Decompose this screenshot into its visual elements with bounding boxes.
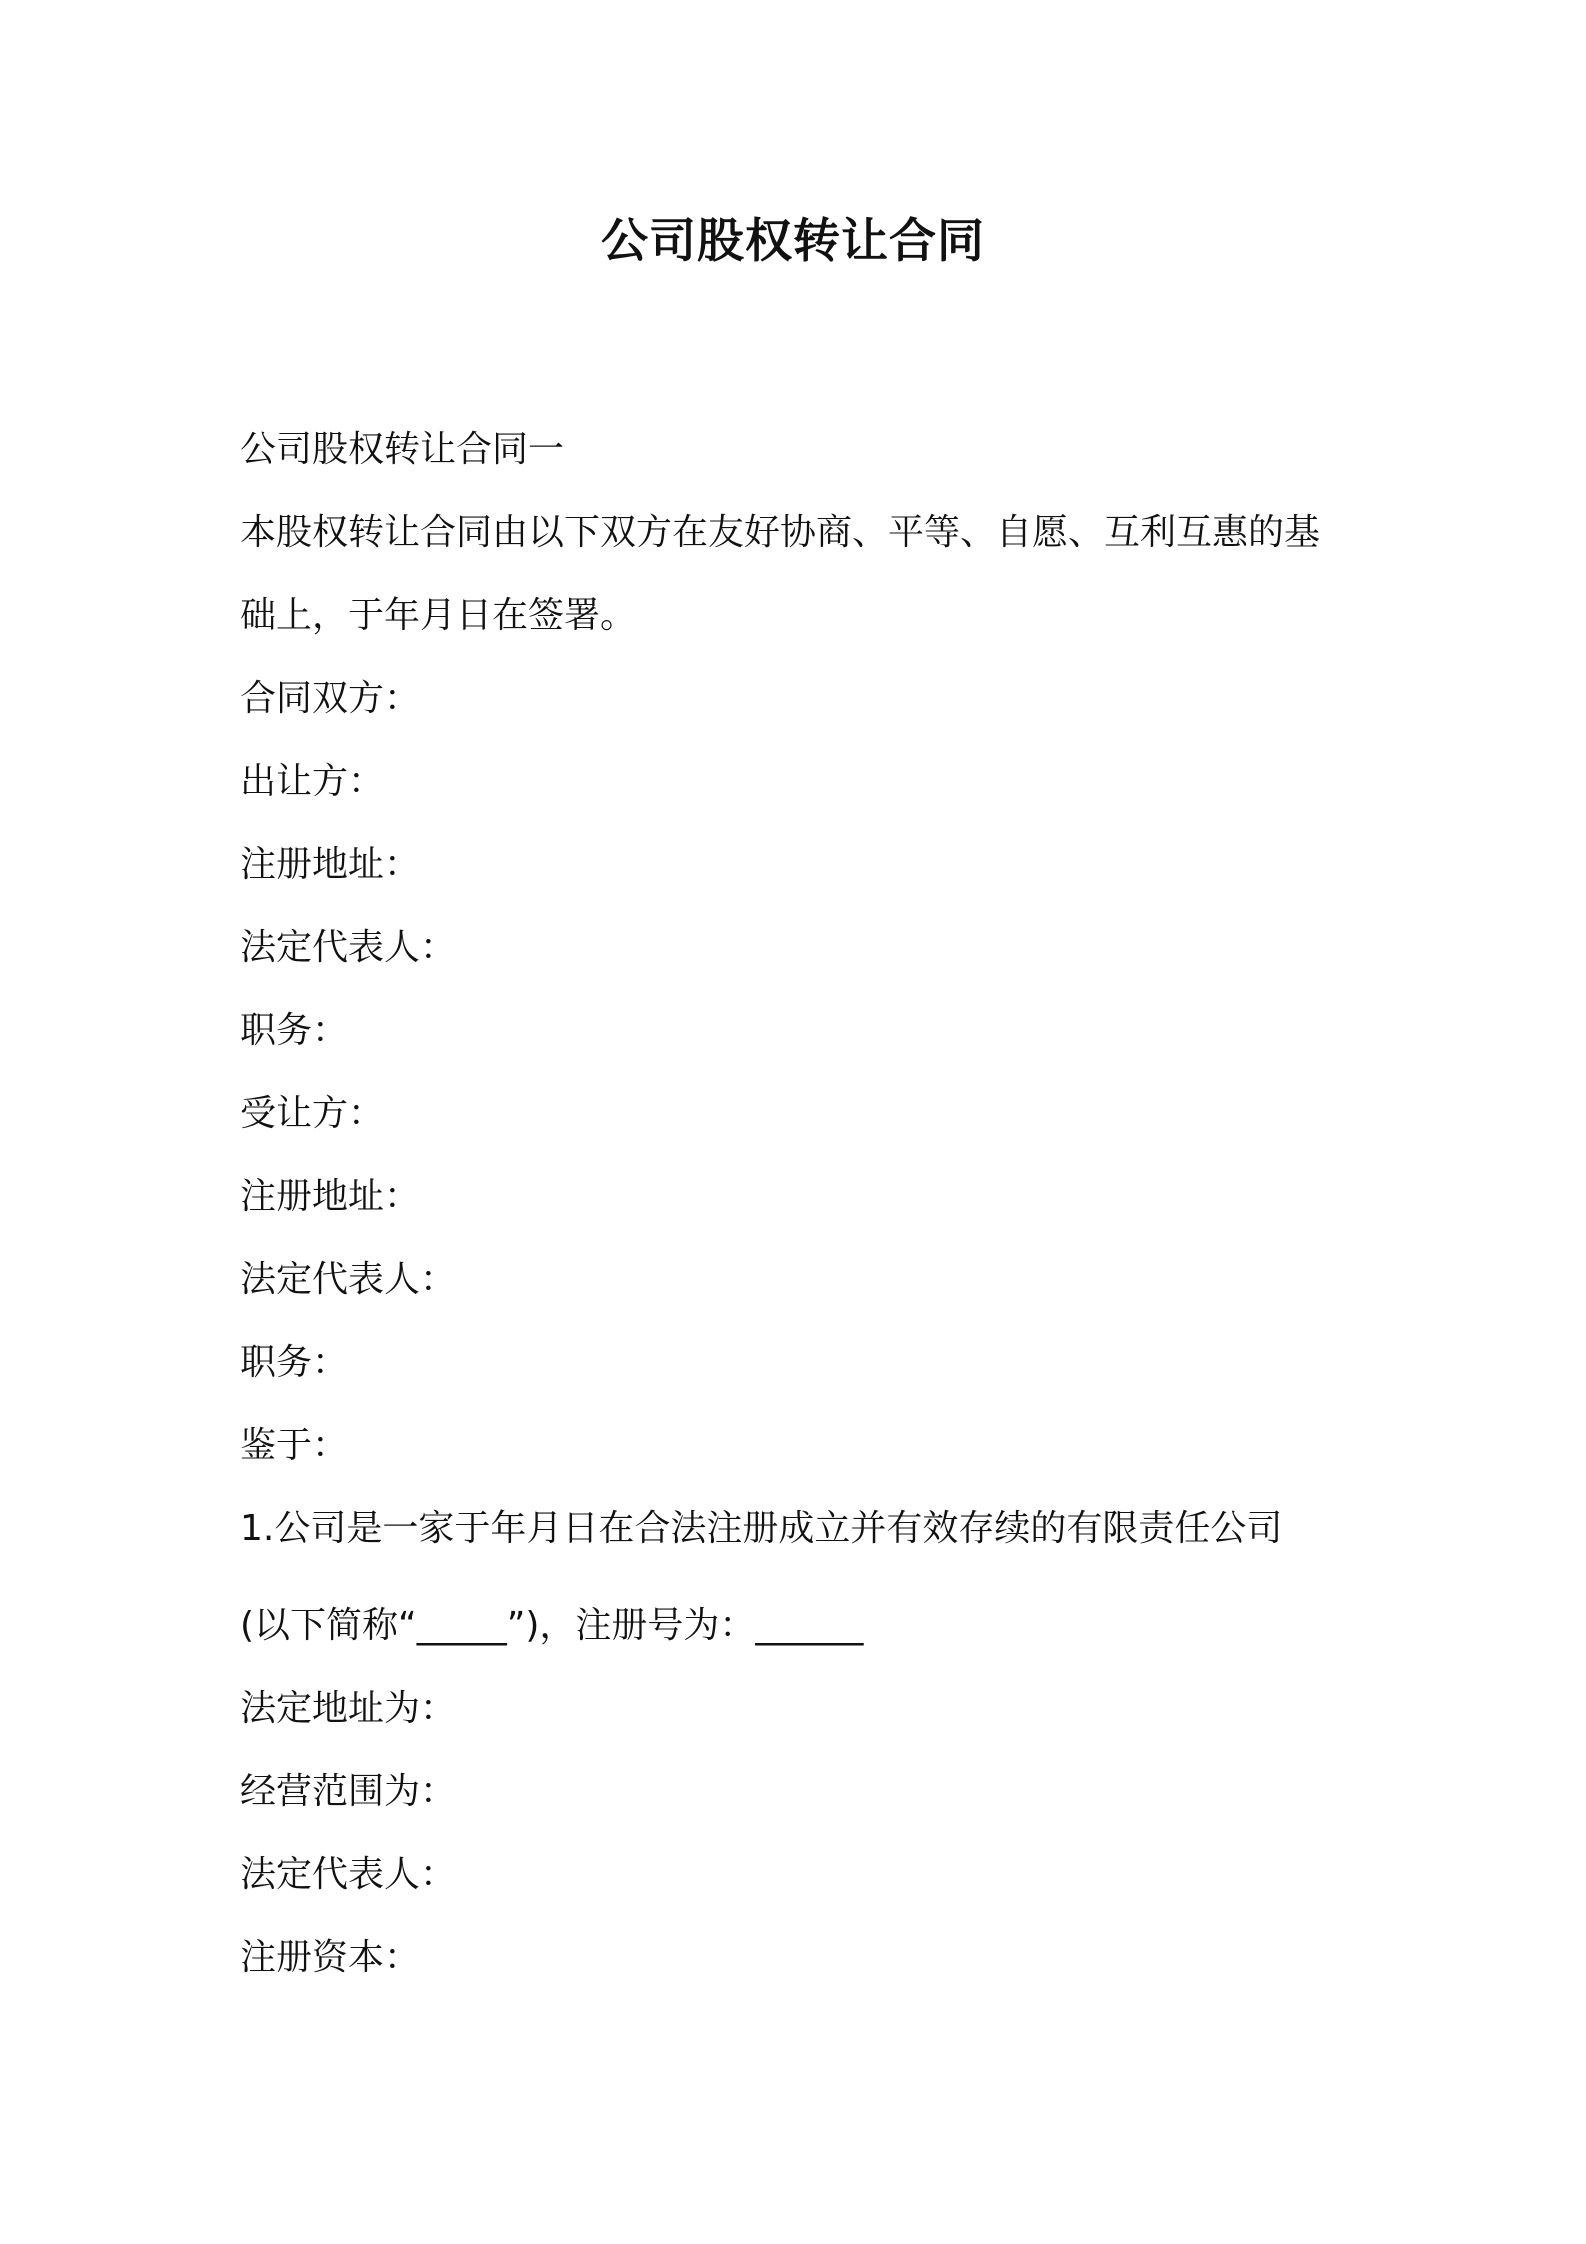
document-title: 公司股权转让合同 [601, 214, 985, 269]
section-heading: 公司股权转让合同一 [240, 429, 565, 470]
registered-address-label: 注册地址： [240, 844, 421, 885]
business-scope-label: 经营范围为： [240, 1771, 457, 1812]
position-label: 职务： [240, 1010, 349, 1051]
legal-representative-label: 法定代表人： [240, 927, 457, 968]
parties-label: 合同双方： [240, 678, 421, 719]
paragraph-line: 本股权转让合同由以下双方在友好协商、平等、自愿、互利互惠的基 [240, 512, 1321, 553]
legal-representative-label: 法定代表人： [240, 1259, 457, 1300]
legal-address-label: 法定地址为： [240, 1688, 457, 1729]
document-body [240, 408, 1360, 1999]
position-label: 职务： [240, 1342, 349, 1383]
whereas-label: 鉴于： [240, 1425, 349, 1466]
clause-line: (以下简称“_____”)，注册号为：______ [240, 1605, 864, 1646]
paragraph-line: 础上，于年月日在签署。 [240, 595, 637, 636]
transferee-label: 受让方： [240, 1093, 385, 1134]
clause-line: 1.公司是一家于年月日在合法注册成立并有效存续的有限责任公司 [240, 1508, 1283, 1549]
registered-address-label: 注册地址： [240, 1176, 421, 1217]
transferor-label: 出让方： [240, 761, 385, 802]
legal-representative-label: 法定代表人： [240, 1854, 457, 1895]
registered-capital-label: 注册资本： [240, 1937, 421, 1978]
